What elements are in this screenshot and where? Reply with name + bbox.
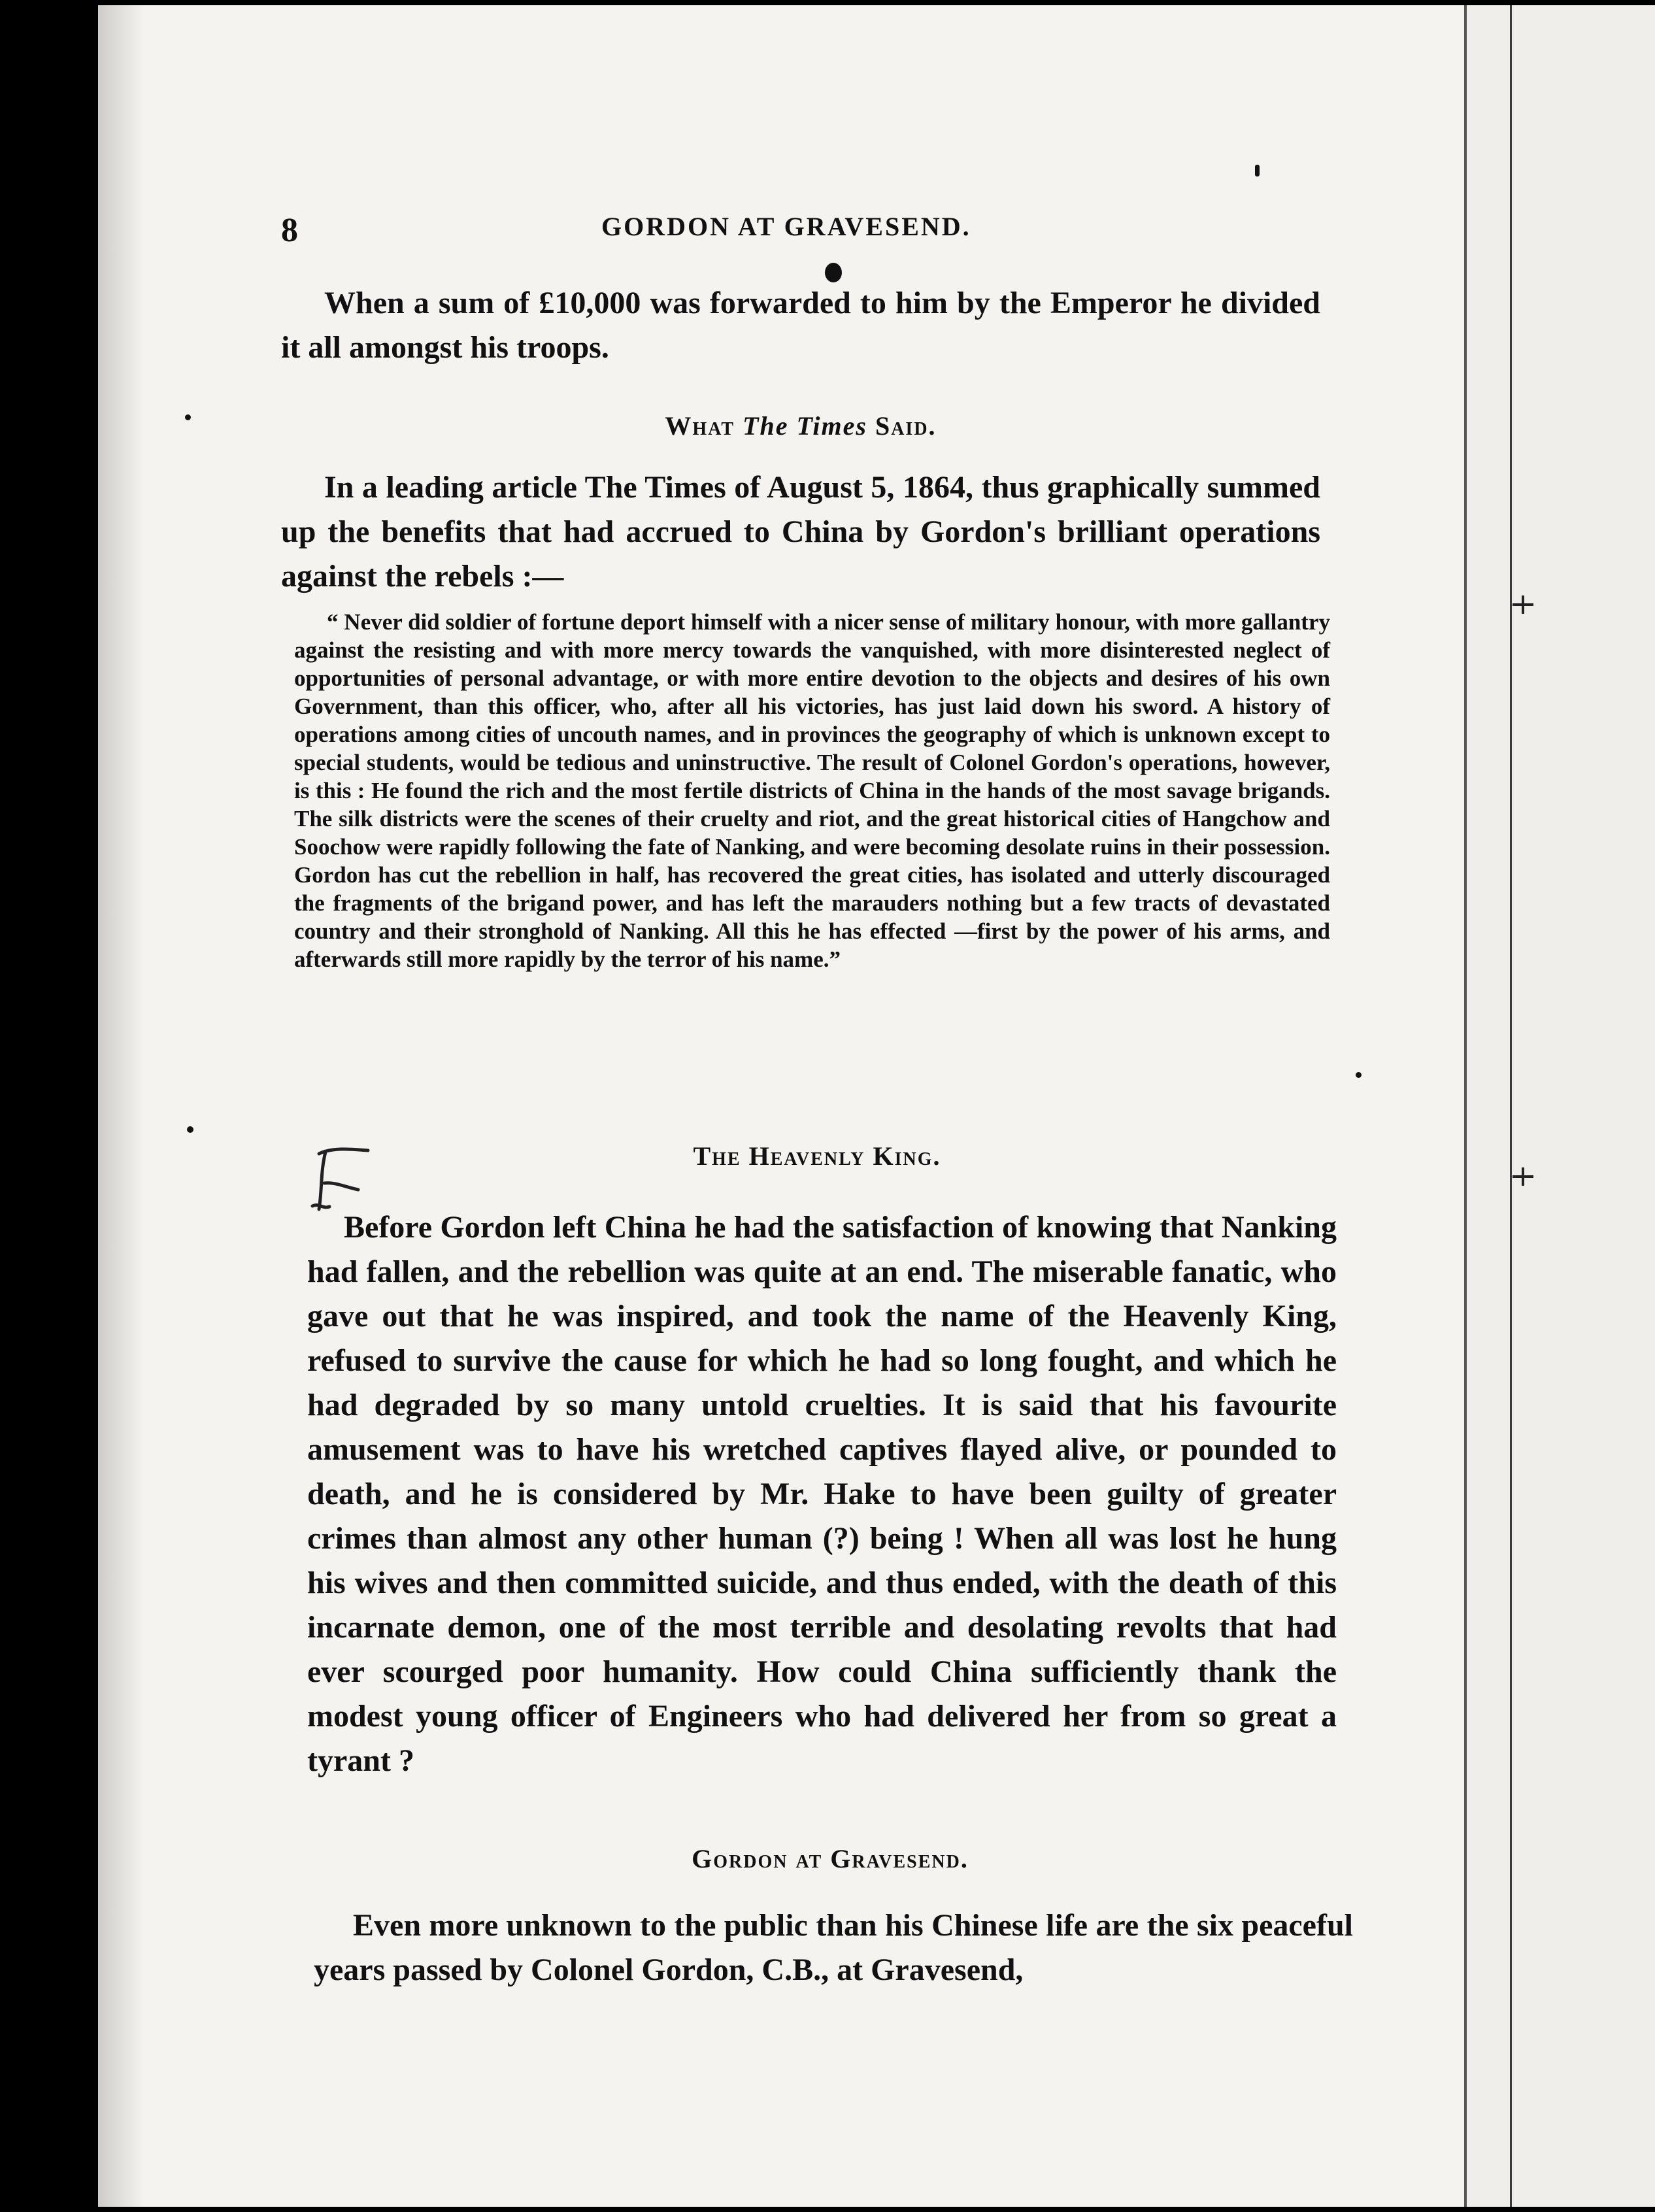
ink-dot [1255, 165, 1260, 176]
page-gutter-shadow [98, 5, 144, 2207]
gravesend-text: Even more unknown to the public than his Chinese life are the six peaceful years passed by Colonel Gordon, C.B., at Gravesend, [314, 1908, 1353, 1987]
running-title: GORDON AT GRAVESEND. [601, 212, 971, 241]
times-quotation [294, 608, 1330, 973]
times-intro-paragraph [281, 465, 1320, 599]
section-heading-heavenly-king: The Heavenly King. [693, 1141, 941, 1171]
heavenly-king-paragraph [307, 1205, 1337, 1783]
section-heading-gravesend: Gordon at Gravesend. [692, 1844, 969, 1873]
ink-dot [825, 263, 842, 282]
binding-tick-mark [1510, 1164, 1536, 1190]
heading-text: Said. [867, 411, 937, 441]
times-quotation-text: “ Never did soldier of fortune deport himself with a nicer sense of military honour, with more gallantry against the resisting and with more mercy towards the vanquished, with more disinterested neglect of opportunities of personal advantage, or with more entire devotion to the objects and desires of his own Government, than this officer, who, after all his victories, has just laid down his sword. A history of operations among cities of uncouth names, and in provinces the geography of which is unknown except to special students, would be tedious and uninstructive. The result of Colonel Gordon's operations, however, is this : He found the rich and the most fertile districts of China in the hands of the most savage brigands. The silk districts were the scenes of their cruelty and riot, and the great historical cities of Hangchow and Soochow were rapidly following the fate of Nanking, and were becoming desolate ruins in their possession. Gordon has cut the rebellion in half, has recovered the great cities, has isolated and utterly discouraged the fragments of the brigand power, and has left the marauders nothing but a few tracts of devastated country and their stronghold of Nanking. All this he has effected —first by the power of his arms, and afterwards still more rapidly by the terror of his name.” [294, 609, 1330, 972]
opening-paragraph [281, 281, 1320, 370]
heading-text: What [665, 411, 743, 441]
binding-tick-mark [1510, 592, 1536, 618]
times-intro-text: In a leading article The Times of August 5, 1864, thus graphically summed up the benefits that had accrued to China by Gordon's brilliant operations against the rebels :— [281, 470, 1320, 594]
facing-page-edge [1464, 5, 1655, 2207]
opening-text: When a sum of £10,000 was forwarded to him by the Emperor he divided it all amongst his troops. [281, 286, 1320, 365]
gravesend-paragraph [314, 1903, 1353, 1992]
ink-dot [185, 414, 191, 420]
ink-dot [187, 1126, 193, 1133]
page-fold-line [1510, 5, 1512, 2207]
heavenly-king-text: Before Gordon left China he had the satisfaction of knowing that Nanking had fallen, and the rebellion was quite at an end. The miserable fanatic, who gave out that he was inspired, and took the name of the Heavenly King, refused to survive the cause for which he had so long fought, and which he had degraded by so many untold cruelties. It is said that his favourite amusement was to have his wretched captives flayed alive, or pounded to death, and he is considered by Mr. Hake to have been guilty of greater crimes than almost any other human (?) being ! When all was lost he hung his wives and then committed suicide, and thus ended, with the death of this incarnate demon, one of the most terrible and desolating revolts that had ever scourged poor humanity. How could China sufficiently thank the modest young officer of Engineers who had delivered her from so great a tyrant ? [307, 1210, 1337, 1778]
ink-dot [1356, 1072, 1362, 1078]
heading-newspaper-name: The Times [743, 411, 867, 441]
page-number: 8 [281, 212, 298, 249]
section-heading-times-said [281, 411, 1320, 441]
